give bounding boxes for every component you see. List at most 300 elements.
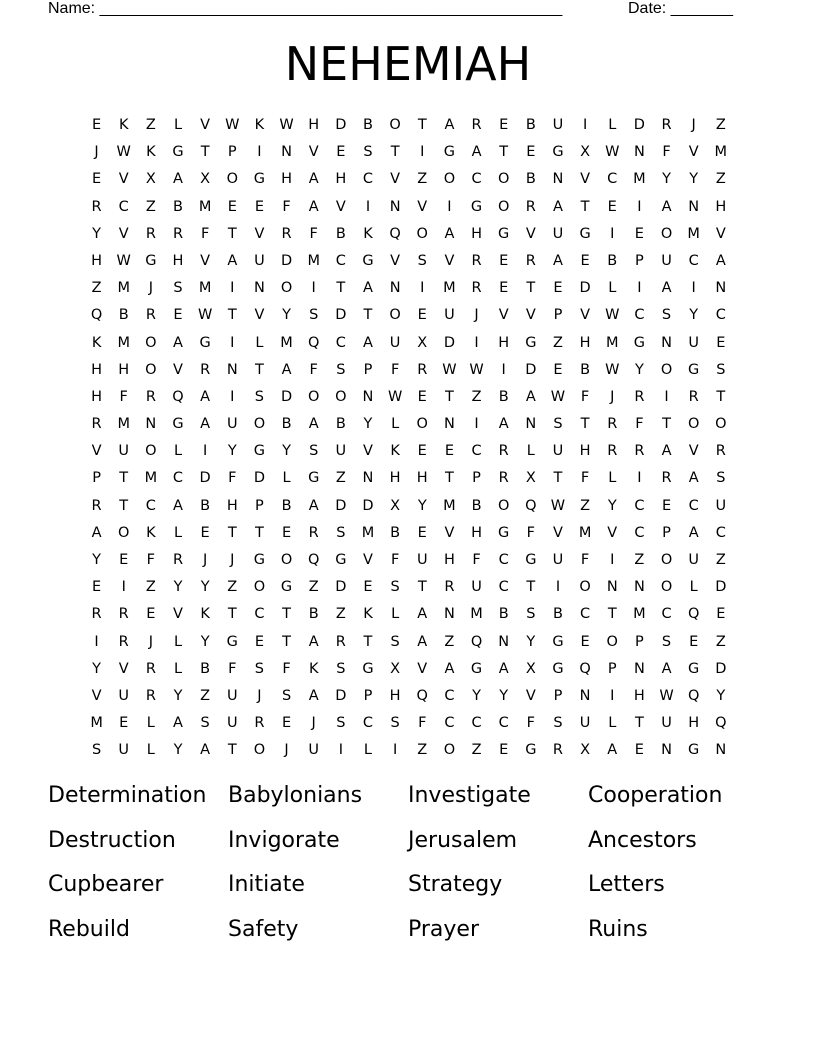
grid-letter[interactable]: R [200,361,211,378]
grid-letter[interactable]: H [118,361,130,378]
grid-letter[interactable]: F [282,660,291,677]
grid-letter[interactable]: N [389,280,401,297]
grid-letter[interactable]: U [335,443,347,460]
grid-letter[interactable]: X [580,742,591,759]
grid-letter[interactable]: Z [715,633,726,650]
grid-letter[interactable]: H [579,334,591,351]
grid-letter[interactable]: E [281,524,292,541]
grid-letter[interactable]: G [525,742,537,759]
grid-letter[interactable]: E [499,252,509,269]
grid-letter[interactable]: B [308,606,319,623]
grid-letter[interactable]: L [173,443,183,460]
grid-letter[interactable]: G [335,552,347,568]
grid-letter[interactable]: C [444,687,455,704]
grid-letter[interactable]: A [91,524,102,541]
grid-letter[interactable]: I [420,280,425,297]
grid-letter[interactable]: P [553,307,563,324]
grid-letter[interactable]: L [391,606,400,623]
grid-letter[interactable]: U [688,552,699,568]
grid-letter[interactable]: B [471,497,482,514]
grid-letter[interactable]: Z [227,579,238,596]
grid-letter[interactable]: Y [173,687,183,704]
grid-letter[interactable]: G [308,470,320,487]
grid-letter[interactable]: X [200,171,211,188]
grid-letter[interactable]: U [226,687,238,704]
grid-letter[interactable]: L [526,443,535,460]
grid-letter[interactable]: P [553,687,563,704]
grid-letter[interactable]: R [91,198,102,215]
grid-letter[interactable]: F [418,715,427,732]
grid-letter[interactable]: K [390,443,400,460]
grid-letter[interactable]: N [715,742,727,759]
grid-letter[interactable]: R [715,443,726,460]
grid-letter[interactable]: T [580,416,590,433]
grid-letter[interactable]: F [200,225,210,242]
grid-letter[interactable]: E [363,579,373,596]
grid-letter[interactable]: C [498,552,509,568]
grid-letter[interactable]: A [200,416,211,433]
grid-letter[interactable]: H [308,117,320,133]
grid-letter[interactable]: K [363,225,373,242]
grid-letter[interactable]: T [227,307,237,324]
grid-letter[interactable]: M [443,497,456,514]
grid-letter[interactable]: U [579,715,591,732]
grid-letter[interactable]: A [607,742,618,759]
grid-letter[interactable]: A [661,660,672,677]
grid-letter[interactable]: R [552,742,563,759]
grid-letter[interactable]: Z [444,633,455,650]
grid-letter[interactable]: T [716,388,726,405]
grid-letter[interactable]: P [227,144,237,161]
grid-letter[interactable]: O [579,579,591,596]
grid-letter[interactable]: O [145,443,157,460]
grid-letter[interactable]: S [336,715,346,732]
grid-letter[interactable]: T [119,497,129,514]
grid-letter[interactable]: Z [471,742,482,759]
grid-letter[interactable]: I [230,334,235,351]
grid-letter[interactable]: Z [552,334,563,351]
grid-letter[interactable]: A [200,388,211,405]
grid-letter[interactable]: F [662,144,671,161]
grid-letter[interactable]: V [390,171,401,188]
grid-letter[interactable]: O [497,171,510,188]
grid-letter[interactable]: L [608,715,617,732]
grid-letter[interactable]: N [525,416,537,433]
grid-letter[interactable]: A [444,117,455,133]
grid-letter[interactable]: S [254,388,265,405]
grid-letter[interactable]: W [605,361,620,378]
grid-letter[interactable]: R [525,198,536,215]
grid-letter[interactable]: O [606,633,618,650]
grid-letter[interactable]: Z [91,280,102,297]
grid-letter[interactable]: Y [607,497,617,514]
grid-letter[interactable]: W [605,307,620,324]
grid-letter[interactable]: N [443,606,455,623]
grid-letter[interactable]: G [688,361,700,378]
grid-letter[interactable]: Q [172,388,184,405]
grid-letter[interactable]: O [253,579,266,596]
grid-letter[interactable]: F [580,470,590,487]
grid-letter[interactable]: H [688,715,700,732]
grid-letter[interactable]: D [335,307,347,324]
grid-letter[interactable]: B [498,606,509,623]
grid-letter[interactable]: C [362,715,374,732]
grid-letter[interactable]: Q [715,715,727,732]
grid-letter[interactable]: S [390,579,400,596]
grid-letter[interactable]: C [580,606,591,623]
grid-letter[interactable]: X [525,660,536,677]
grid-letter[interactable]: O [253,416,266,433]
grid-letter[interactable]: E [553,361,563,378]
grid-letter[interactable]: C [715,307,726,324]
grid-letter[interactable]: V [525,225,536,242]
grid-letter[interactable]: I [365,198,371,215]
grid-letter[interactable]: L [363,742,373,759]
grid-letter[interactable]: J [474,307,479,324]
grid-letter[interactable]: T [363,633,373,650]
grid-letter[interactable]: C [715,524,726,541]
grid-letter[interactable]: S [526,606,536,623]
grid-letter[interactable]: R [91,416,102,433]
grid-letter[interactable]: R [525,252,536,269]
grid-letter[interactable]: O [416,416,428,433]
grid-letter[interactable]: B [525,117,536,133]
grid-letter[interactable]: B [525,171,536,188]
grid-letter[interactable]: M [117,416,130,433]
grid-letter[interactable]: D [335,497,347,514]
grid-letter[interactable]: T [634,715,644,732]
grid-letter[interactable]: G [525,334,537,351]
grid-letter[interactable]: Q [687,606,700,623]
grid-letter[interactable]: O [145,334,157,351]
grid-letter[interactable]: N [633,660,645,677]
grid-letter[interactable]: S [363,144,373,161]
grid-letter[interactable]: U [118,742,130,759]
grid-letter[interactable]: O [280,280,293,297]
grid-letter[interactable]: H [416,470,428,487]
grid-letter[interactable]: I [474,334,479,351]
grid-letter[interactable]: G [552,660,564,677]
grid-letter[interactable]: E [499,117,509,133]
grid-letter[interactable]: D [280,388,293,405]
grid-letter[interactable]: D [362,497,374,514]
grid-letter[interactable]: G [145,252,157,269]
grid-letter[interactable]: J [230,552,235,568]
grid-letter[interactable]: Y [472,687,481,704]
grid-letter[interactable]: L [608,470,617,487]
grid-letter[interactable]: E [254,198,264,215]
grid-letter[interactable]: U [254,252,265,269]
grid-letter[interactable]: O [443,742,456,759]
grid-letter[interactable]: O [660,225,673,242]
grid-letter[interactable]: A [308,497,319,514]
grid-letter[interactable]: Y [417,497,427,514]
grid-letter[interactable]: G [172,144,184,161]
grid-letter[interactable]: J [148,633,153,650]
grid-letter[interactable]: I [664,388,669,405]
grid-letter[interactable]: L [255,334,264,351]
grid-letter[interactable]: X [390,497,401,514]
grid-letter[interactable]: L [173,524,183,541]
grid-letter[interactable]: H [91,388,103,405]
grid-letter[interactable]: E [281,715,292,732]
grid-letter[interactable]: P [363,361,373,378]
grid-letter[interactable]: A [553,252,563,269]
grid-letter[interactable]: M [578,524,592,541]
grid-letter[interactable]: O [253,742,266,759]
grid-letter[interactable]: E [607,198,617,215]
grid-letter[interactable]: W [197,307,213,324]
grid-letter[interactable]: U [661,252,672,269]
grid-letter[interactable]: D [579,280,591,297]
grid-letter[interactable]: Z [145,579,156,596]
grid-letter[interactable]: E [254,633,264,650]
grid-letter[interactable]: I [691,280,696,297]
grid-letter[interactable]: N [633,579,645,596]
grid-letter[interactable]: R [688,388,699,405]
grid-letter[interactable]: C [362,171,374,188]
grid-letter[interactable]: O [687,416,700,433]
grid-letter[interactable]: I [555,579,561,596]
grid-letter[interactable]: U [118,687,130,704]
grid-letter[interactable]: R [281,225,292,242]
grid-letter[interactable]: B [200,660,211,677]
grid-letter[interactable]: Z [715,552,726,568]
grid-letter[interactable]: C [634,307,645,324]
grid-letter[interactable]: G [525,552,537,568]
grid-letter[interactable]: A [363,334,373,351]
grid-letter[interactable]: M [470,606,483,623]
grid-letter[interactable]: Y [363,416,373,433]
grid-letter[interactable]: G [470,660,483,677]
grid-letter[interactable]: I [447,198,452,215]
grid-letter[interactable]: R [172,552,184,568]
grid-letter[interactable]: Y [634,361,644,378]
grid-letter[interactable]: M [307,252,320,269]
grid-letter[interactable]: A [661,280,672,297]
grid-letter[interactable]: O [660,361,673,378]
grid-letter[interactable]: T [336,280,346,297]
grid-letter[interactable]: C [444,715,455,732]
grid-letter[interactable]: R [661,470,672,487]
grid-letter[interactable]: F [282,198,291,215]
grid-letter[interactable]: V [498,307,509,324]
grid-letter[interactable]: S [716,470,726,487]
grid-letter[interactable]: V [525,307,536,324]
grid-letter[interactable]: F [228,470,237,487]
grid-letter[interactable]: E [634,225,644,242]
grid-letter[interactable]: W [442,361,457,378]
grid-letter[interactable]: U [471,579,482,596]
grid-letter[interactable]: B [335,225,346,242]
grid-letter[interactable]: T [553,470,563,487]
grid-letter[interactable]: V [254,307,265,324]
grid-letter[interactable]: W [116,144,131,161]
grid-letter[interactable]: B [200,497,211,514]
grid-letter[interactable]: D [280,252,293,269]
grid-letter[interactable]: G [172,416,184,433]
grid-letter[interactable]: A [308,198,319,215]
grid-letter[interactable]: I [637,198,642,215]
grid-letter[interactable]: C [471,171,482,188]
grid-letter[interactable]: F [390,552,400,568]
grid-letter[interactable]: R [471,280,482,297]
grid-letter[interactable]: W [387,388,403,405]
grid-letter[interactable]: T [227,606,237,623]
grid-letter[interactable]: N [281,144,292,161]
grid-letter[interactable]: C [118,198,129,215]
grid-letter[interactable]: I [257,144,262,161]
grid-letter[interactable]: Z [335,470,346,487]
grid-letter[interactable]: K [146,524,156,541]
grid-letter[interactable]: A [281,361,292,378]
grid-letter[interactable]: H [91,361,103,378]
grid-letter[interactable]: Z [145,117,156,133]
grid-letter[interactable]: E [119,715,129,732]
grid-letter[interactable]: O [118,524,130,541]
grid-letter[interactable]: Z [417,742,428,759]
grid-letter[interactable]: E [444,443,454,460]
grid-letter[interactable]: Q [525,497,537,514]
grid-letter[interactable]: U [118,443,130,460]
grid-letter[interactable]: Z [200,687,211,704]
grid-letter[interactable]: G [688,660,700,677]
grid-letter[interactable]: R [118,633,129,650]
grid-letter[interactable]: X [417,334,428,351]
grid-letter[interactable]: Y [282,307,291,324]
grid-letter[interactable]: P [92,470,101,487]
grid-letter[interactable]: S [336,660,346,677]
grid-letter[interactable]: A [688,470,699,487]
grid-letter[interactable]: Q [307,334,320,351]
grid-letter[interactable]: E [91,117,102,133]
grid-letter[interactable]: E [716,334,726,351]
grid-letter[interactable]: E [417,443,427,460]
grid-letter[interactable]: T [444,388,454,405]
grid-letter[interactable]: O [715,416,727,433]
grid-letter[interactable]: S [553,715,563,732]
grid-letter[interactable]: Z [471,388,482,405]
grid-letter[interactable]: C [498,579,509,596]
grid-letter[interactable]: V [335,198,346,215]
grid-letter[interactable]: R [444,579,455,596]
grid-letter[interactable]: E [336,144,346,161]
grid-letter[interactable]: I [338,742,343,759]
grid-letter[interactable]: I [94,633,99,650]
grid-letter[interactable]: V [173,606,183,623]
grid-letter[interactable]: U [552,443,564,460]
grid-letter[interactable]: R [607,416,618,433]
grid-letter[interactable]: A [498,416,509,433]
grid-letter[interactable]: G [688,742,700,759]
grid-letter[interactable]: R [417,361,428,378]
grid-letter[interactable]: J [148,280,153,297]
grid-letter[interactable]: F [580,388,590,405]
grid-letter[interactable]: M [117,280,130,297]
grid-letter[interactable]: C [335,252,346,269]
grid-letter[interactable]: H [91,252,103,269]
grid-letter[interactable]: Y [200,579,210,596]
grid-letter[interactable]: I [420,144,425,161]
grid-letter[interactable]: S [553,416,563,433]
grid-letter[interactable]: G [253,552,266,568]
grid-letter[interactable]: T [390,144,400,161]
grid-letter[interactable]: U [552,117,564,133]
grid-letter[interactable]: X [390,660,401,677]
grid-letter[interactable]: B [281,497,292,514]
grid-letter[interactable]: J [94,144,99,161]
grid-letter[interactable]: H [633,687,645,704]
grid-letter[interactable]: Y [662,171,671,188]
grid-letter[interactable]: V [254,225,265,242]
grid-letter[interactable]: L [146,715,155,732]
grid-letter[interactable]: A [525,388,536,405]
grid-letter[interactable]: T [526,280,536,297]
grid-letter[interactable]: G [253,171,266,188]
grid-letter[interactable]: M [198,280,212,297]
date-field[interactable]: Date: _______ [628,0,733,17]
grid-letter[interactable]: E [634,742,644,759]
grid-letter[interactable]: L [689,579,698,596]
grid-letter[interactable]: F [390,361,400,378]
grid-letter[interactable]: R [91,606,102,623]
grid-letter[interactable]: T [607,606,617,623]
grid-letter[interactable]: A [661,443,672,460]
grid-letter[interactable]: Z [634,552,645,568]
grid-letter[interactable]: M [117,334,130,351]
grid-letter[interactable]: E [661,497,672,514]
grid-letter[interactable]: W [550,388,566,405]
grid-letter[interactable]: P [607,660,617,677]
grid-letter[interactable]: O [497,198,510,215]
grid-letter[interactable]: I [501,361,506,378]
grid-letter[interactable]: B [173,198,183,215]
grid-letter[interactable]: V [363,552,373,568]
grid-letter[interactable]: V [688,443,699,460]
grid-letter[interactable]: E [526,144,536,161]
grid-letter[interactable]: A [308,416,319,433]
grid-letter[interactable]: I [637,470,642,487]
grid-letter[interactable]: A [308,171,319,188]
grid-letter[interactable]: U [226,416,238,433]
grid-letter[interactable]: O [145,361,157,378]
grid-letter[interactable]: F [526,715,535,732]
grid-letter[interactable]: G [633,334,645,351]
grid-letter[interactable]: E [417,388,427,405]
grid-letter[interactable]: A [363,280,373,297]
grid-letter[interactable]: E [417,307,427,324]
grid-letter[interactable]: H [471,225,482,242]
grid-letter[interactable]: Z [417,171,428,188]
grid-letter[interactable]: W [469,361,484,378]
grid-letter[interactable]: O [280,552,293,568]
grid-letter[interactable]: M [361,524,375,541]
grid-letter[interactable]: O [307,388,320,405]
grid-letter[interactable]: S [390,633,400,650]
grid-letter[interactable]: J [610,388,615,405]
grid-letter[interactable]: N [606,579,618,596]
grid-letter[interactable]: V [308,144,319,161]
grid-letter[interactable]: X [145,171,156,188]
grid-letter[interactable]: C [661,606,672,623]
grid-letter[interactable]: E [200,524,210,541]
grid-letter[interactable]: I [582,117,588,133]
grid-letter[interactable]: G [362,252,374,269]
grid-letter[interactable]: R [471,252,482,269]
grid-letter[interactable]: W [659,687,674,704]
grid-letter[interactable]: J [311,715,316,732]
grid-letter[interactable]: Y [526,633,536,650]
